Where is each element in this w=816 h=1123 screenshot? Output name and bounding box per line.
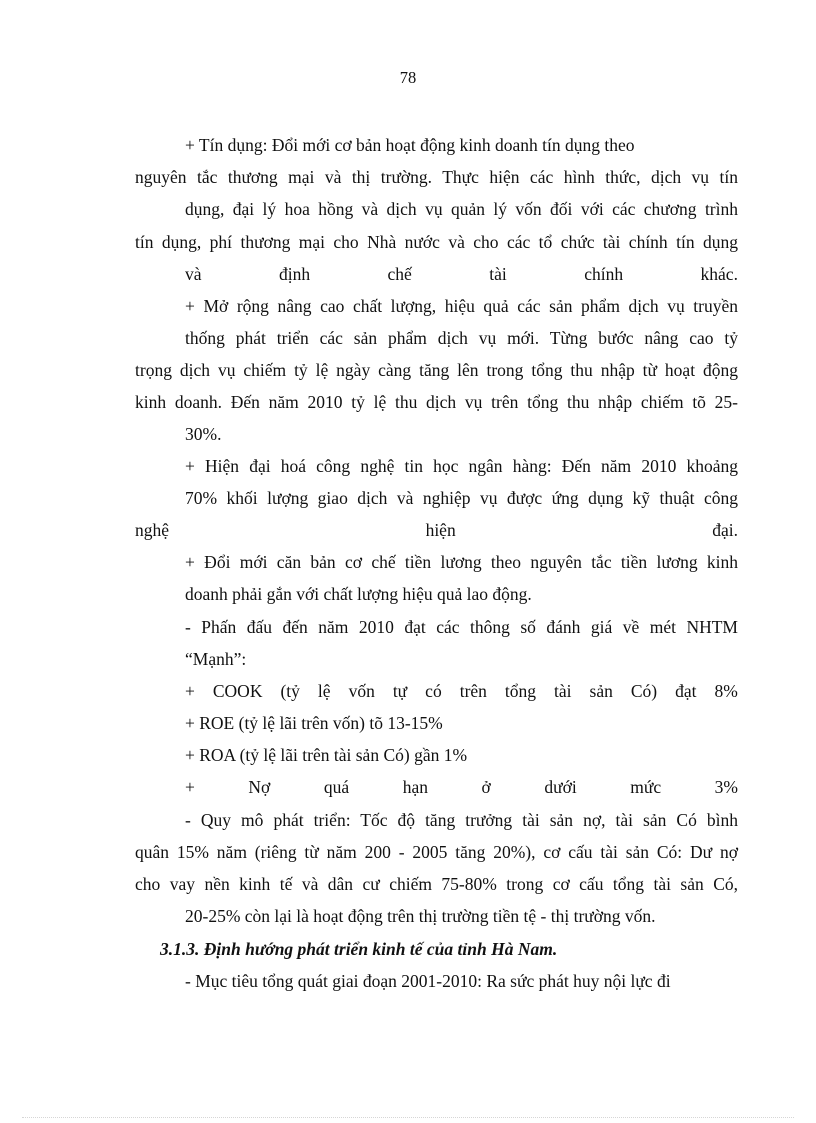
text-line: doanh phải gắn với chất lượng hiệu quả lao động.: [185, 584, 532, 604]
text-line: “Mạnh”:: [185, 649, 247, 669]
page-bottom-rule: [22, 1117, 794, 1118]
text-line: 30%.: [185, 424, 222, 444]
text-line-spread: + Nợ quá hạn ở dưới mức 3%: [185, 777, 738, 797]
text-line: nguyên tắc thương mại và thị trường. Thực hiện các hình thức, dịch vụ tín: [135, 167, 738, 187]
text-line: 20-25% còn lại là hoạt động trên thị trường tiền tệ - thị trường vốn.: [185, 906, 656, 926]
text-line: - Mục tiêu tổng quát giai đoạn 2001-2010: Ra sức phát huy nội lực đi: [185, 971, 671, 991]
text-line: kinh doanh. Đến năm 2010 tỷ lệ thu dịch vụ trên tổng thu nhập chiếm tõ 25-: [135, 392, 738, 412]
text-line: quân 15% năm (riêng từ năm 200 - 2005 tăng 20%), cơ cấu tài sản Có: Dư nợ: [135, 842, 738, 862]
text-line: + Tín dụng: Đổi mới cơ bản hoạt động kinh doanh tín dụng theo: [185, 135, 635, 155]
text-line: + ROE (tỷ lệ lãi trên vốn) tõ 13-15%: [185, 713, 443, 733]
text-line: + Mở rộng nâng cao chất lượng, hiệu quả các sản phẩm dịch vụ truyền: [185, 296, 738, 316]
text-line: tín dụng, phí thương mại cho Nhà nước và cho các tổ chức tài chính tín dụng: [135, 232, 738, 252]
text-line: + Đổi mới căn bản cơ chế tiền lương theo nguyên tắc tiền lương kinh: [185, 552, 738, 572]
text-line: - Phấn đấu đến năm 2010 đạt các thông số đánh giá về mét NHTM: [185, 617, 738, 637]
text-line: 70% khối lượng giao dịch và nghiệp vụ được ứng dụng kỹ thuật công: [185, 488, 738, 508]
text-line: - Quy mô phát triển: Tốc độ tăng trưởng tài sản nợ, tài sản Có bình: [185, 810, 738, 830]
text-line: dụng, đại lý hoa hồng và dịch vụ quản lý vốn đối với các chương trình: [185, 199, 738, 219]
text-line: trọng dịch vụ chiếm tỷ lệ ngày càng tăng lên trong tổng thu nhập từ hoạt động: [135, 360, 738, 380]
page-number: 78: [399, 68, 417, 87]
text-line: + ROA (tỷ lệ lãi trên tài sản Có) gần 1%: [185, 745, 468, 765]
text-line-spread: và định chế tài chính khác.: [185, 264, 738, 284]
text-line-spread: nghệ hiện đại.: [135, 520, 738, 540]
text-line: cho vay nền kinh tế và dân cư chiếm 75-80% trong cơ cấu tổng tài sản Có,: [135, 874, 738, 894]
section-heading: 3.1.3. Định hướng phát triển kinh tế của tỉnh Hà Nam.: [160, 939, 558, 959]
text-line: thống phát triển các sản phẩm dịch vụ mới. Từng bước nâng cao tỷ: [185, 328, 738, 348]
text-line: + Hiện đại hoá công nghệ tin học ngân hàng: Đến năm 2010 khoảng: [185, 456, 738, 476]
text-line-spread: + COOK (tỷ lệ vốn tự có trên tổng tài sản Có) đạt 8%: [185, 681, 738, 701]
